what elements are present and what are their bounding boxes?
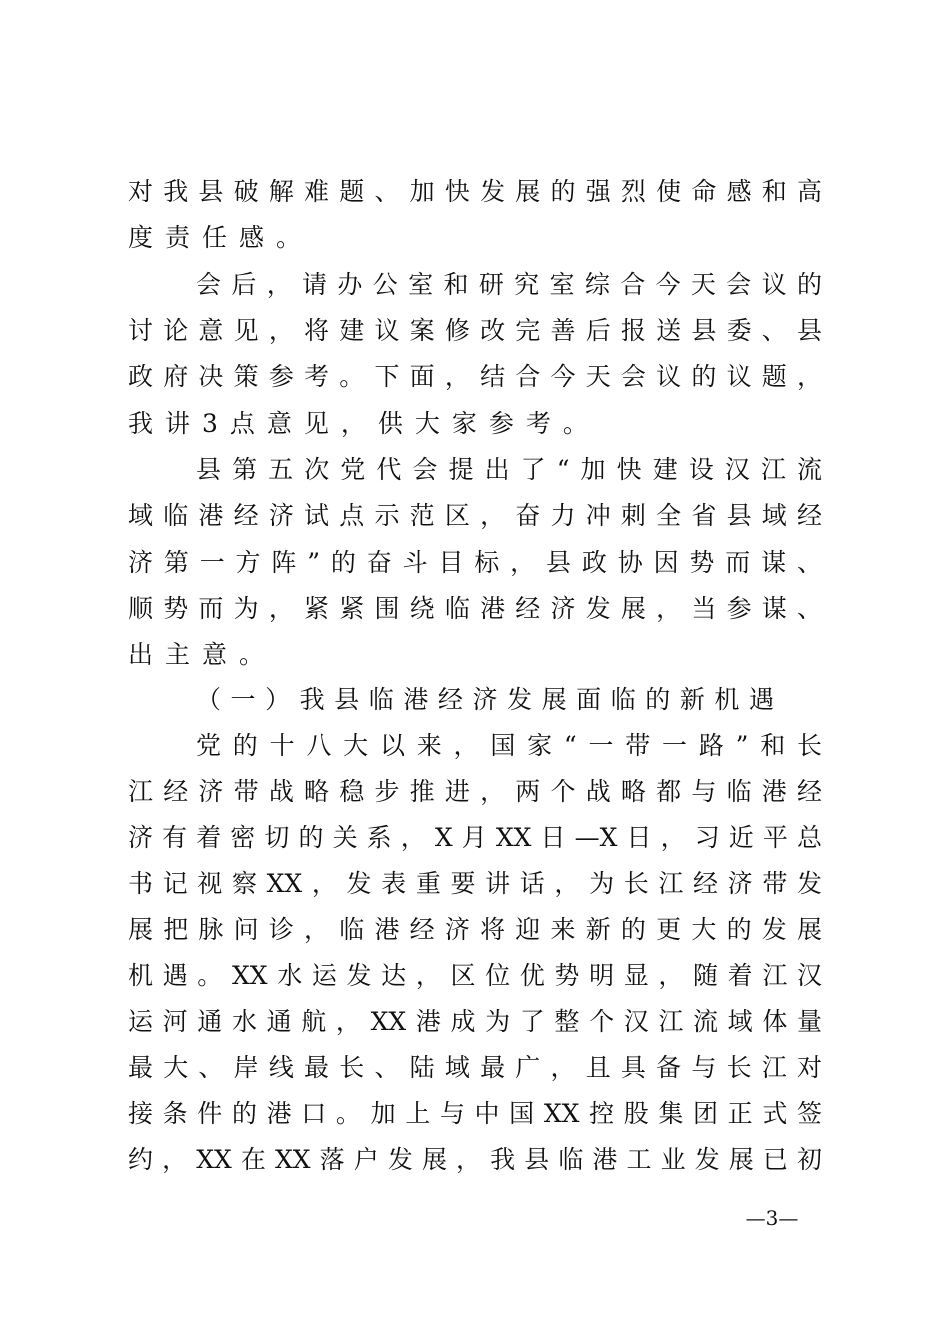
text-line: 域临港经济试点示范区，奋力冲刺全省县域经 [128,501,822,530]
paragraph-first-line: 会后，请办公室和研究室综合今天会议的 [196,270,822,299]
page-number: —3— [745,1206,799,1230]
section-heading: （一）我县临港经济发展面临的新机遇 [196,685,774,714]
text-line: 运河通水通航，XX港成为了整个汉江流域体量 [128,1007,822,1036]
text-line: 接条件的港口。加上与中国XX控股集团正式签 [128,1099,822,1128]
text-line: 约，XX在XX落户发展，我县临港工业发展已初 [128,1145,822,1174]
text-line: 最大、岸线最长、陆域最广，且具备与长江对 [128,1053,822,1082]
text-line [128,218,822,258]
text-line-content: 出主意。 [128,640,277,669]
text-line: 展把脉问诊，临港经济将迎来新的更大的发展 [128,915,822,944]
text-line [128,635,822,675]
text-line [128,404,822,444]
text-line: 政府决策参考。下面，结合今天会议的议题， [128,362,822,391]
text-line-content: 我讲3点意见，供大家参考。 [128,409,600,438]
text-line: 机遇。XX水运发达，区位优势明显，随着江汉 [128,961,822,990]
text-line: 济有着密切的关系，X月XX日—X日，习近平总 [128,823,822,852]
text-line: 讨论意见，将建议案修改完善后报送县委、县 [128,316,822,345]
text-line-content: 度责任感。 [128,223,314,252]
text-line: 书记视察XX，发表重要讲话，为长江经济带发 [128,869,822,898]
text-line: 对我县破解难题、加快发展的强烈使命感和高 [128,177,822,206]
text-line: 济第一方阵”的奋斗目标，县政协因势而谋、 [128,548,822,577]
paragraph-first-line: 党的十八大以来，国家“一带一路”和长 [196,731,822,760]
text-line: 江经济带战略稳步推进，两个战略都与临港经 [128,777,822,806]
paragraph-first-line: 县第五次党代会提出了“加快建设汉江流 [196,455,822,484]
text-line: 顺势而为，紧紧围绕临港经济发展，当参谋、 [128,594,822,623]
